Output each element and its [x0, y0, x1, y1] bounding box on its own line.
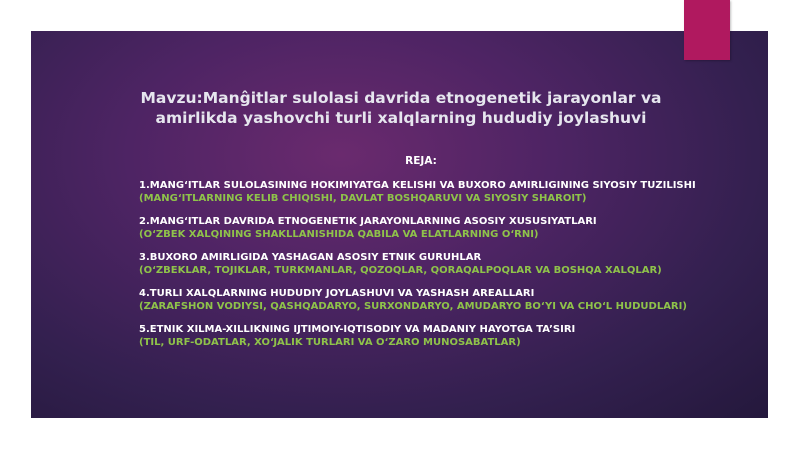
plan-item-subtext: (ZARAFSHON VODIYSI, QASHQADARYO, SURXONDARYO, AMUDARYO BO‘YI VA CHO‘L HUDUDLARI)	[139, 301, 687, 312]
plan-item-text: 2.MANG‘ITLAR DAVRIDA ETNOGENETIK JARAYONLARNING ASOSIY XUSUSIYATLARI	[139, 216, 597, 227]
plan-heading: REJA:	[405, 155, 437, 167]
plan-item-3	[139, 251, 729, 277]
plan-list	[139, 179, 729, 359]
plan-item-subtext: (TIL, URF-ODATLAR, XO‘JALIK TURLARI VA O‘ZARO MUNOSABATLAR)	[139, 337, 521, 348]
plan-item-subtext: (MANG‘ITLARNING KELIB CHIQISHI, DAVLAT BOSHQARUVI VA SIYOSIY SHAROIT)	[139, 193, 587, 204]
plan-item-5	[139, 323, 729, 349]
presentation-slide	[31, 31, 768, 418]
plan-item-text: 5.ETNIK XILMA-XILLIKNING IJTIMOIY-IQTISODIY VA MADANIY HAYOTGA TA’SIRI	[139, 324, 576, 335]
plan-item-1	[139, 179, 729, 205]
slide-title: Mavzu:Manĝitlar sulolasi davrida etnogenetik jarayonlar va amirlikda yashovchi turli xalqlarning hududiy joylashuvi	[140, 89, 662, 127]
plan-item-text: 1.MANG‘ITLAR SULOLASINING HOKIMIYATGA KELISHI VA BUXORO AMIRLIGINING SIYOSIY TUZILISHI	[139, 180, 696, 191]
plan-item-text: 3.BUXORO AMIRLIGIDA YASHAGAN ASOSIY ETNIK GURUHLAR	[139, 252, 482, 263]
plan-item-4	[139, 287, 729, 313]
plan-item-text: 4.TURLI XALQLARNING HUDUDIY JOYLASHUVI VA YASHASH AREALLARI	[139, 288, 535, 299]
accent-tab	[684, 0, 730, 60]
plan-item-subtext: (O‘ZBEKLAR, TOJIKLAR, TURKMANLAR, QOZOQLAR, QORAQALPOQLAR VA BOSHQA XALQLAR)	[139, 265, 662, 276]
plan-item-2	[139, 215, 729, 241]
plan-item-subtext: (O‘ZBEK XALQINING SHAKLLANISHIDA QABILA VA ELATLARNING O‘RNI)	[139, 229, 539, 240]
